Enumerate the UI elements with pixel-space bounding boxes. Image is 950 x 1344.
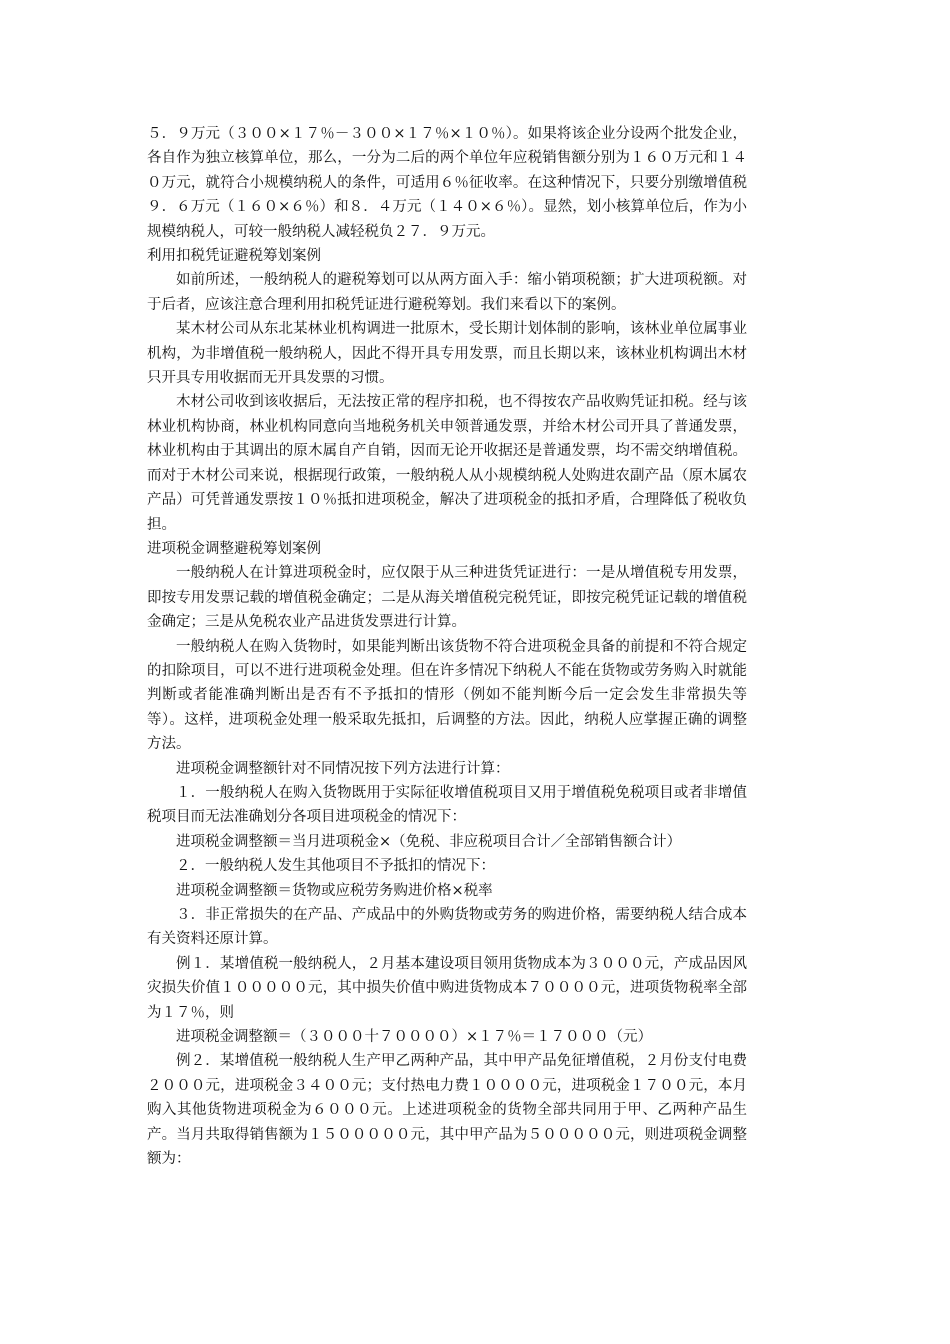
paragraph: 一般纳税人在计算进项税金时，应仅限于从三种进货凭证进行：一是从增值税专用发票，即按专用发票记载的增值税金确定；二是从海关增值税完税凭证，即按完税凭证记载的增值税金确定；三是从免税农业产品进货发票进行计算。: [147, 565, 747, 631]
list-item-3: ３．非正常损失的在产品、产成品中的外购货物或劳务的购进价格，需要纳税人结合成本有关资料还原计算。: [147, 907, 747, 948]
paragraph: 一般纳税人在购入货物时，如果能判断出该货物不符合进项税金具备的前提和不符合规定的扣除项目，可以不进行进项税金处理。但在许多情况下纳税人不能在货物或劳务购入时就能判断或者能准确判断出是否有不予抵扣的情形（例如不能判断今后一定会发生非常损失等等）。这样，进项税金处理一般采取先抵扣，后调整的方法。因此，纳税人应掌握正确的调整方法。: [147, 638, 747, 753]
paragraph: 如前所述，一般纳税人的避税筹划可以从两方面入手：缩小销项税额；扩大进项税额。对于后者，应该注意合理利用扣税凭证进行避税筹划。我们来看以下的案例。: [147, 272, 747, 313]
example-1-formula: 进项税金调整额＝（３０００十７００００）×１７％＝１７０００（元）: [176, 1029, 653, 1046]
paragraph: 进项税金调整额针对不同情况按下列方法进行计算：: [176, 760, 510, 777]
example-1: 例１．某增值税一般纳税人，２月基本建设项目领用货物成本为３０００元，产成品因风灾损失价值１０００００元，其中损失价值中购进货物成本７００００元，进项货物税率全部为１７％，则: [147, 955, 747, 1021]
list-item-1: １．一般纳税人在购入货物既用于实际征收增值税项目又用于增值税免税项目或者非增值税项目而无法准确划分各项目进项税金的情况下：: [147, 784, 747, 826]
section-heading-deduction-voucher: 利用扣税凭证避税筹划案例: [147, 248, 321, 265]
example-2: 例２．某增值税一般纳税人生产甲乙两种产品，其中甲产品免征增值税，２月份支付电费２０００元，进项税金３４００元；支付热电力费１００００元，进项税金１７００元，本月购入其他货物进项税金为６０００元。上述进项税金的货物全部共同用于甲、乙两种产品生产。当月共取得销售额为１５０００００元，其中甲产品为５０００００元，则进项税金调整额为：: [147, 1053, 747, 1168]
formula-2: 进项税金调整额＝货物或应税劳务购进价格×税率: [176, 882, 493, 899]
section-heading-input-tax-adjustment: 进项税金调整避税筹划案例: [147, 540, 321, 557]
list-item-2: ２．一般纳税人发生其他项目不予抵扣的情况下：: [176, 858, 495, 875]
document-page: [147, 122, 747, 1171]
paragraph: 某木材公司从东北某林业机构调进一批原木，受长期计划体制的影响，该林业单位属事业机构，为非增值税一般纳税人，因此不得开具专用发票，而且长期以来，该林业机构调出木材只开具专用收据而无开具发票的习惯。: [147, 321, 747, 387]
formula-1: 进项税金调整额＝当月进项税金×（免税、非应税项目合计／全部销售额合计）: [176, 833, 682, 850]
paragraph: 木材公司收到该收据后，无法按正常的程序扣税，也不得按农产品收购凭证扣税。经与该林业机构协商，林业机构同意向当地税务机关申领普通发票，并给木材公司开具了普通发票，林业机构由于其调出的原木属自产自销，因而无论开收据还是普通发票，均不需交纳增值税。而对于木材公司来说，根据现行政策，一般纳税人从小规模纳税人处购进农副产品（原木属农产品）可凭普通发票按１０％抵扣进项税金，解决了进项税金的抵扣矛盾，合理降低了税收负担。: [147, 394, 747, 533]
paragraph-intro: ５．９万元（３００×１７％－３００×１７％×１０％）。如果将该企业分设两个批发企业，各自作为独立核算单位，那么，一分为二后的两个单位年应税销售额分别为１６０万元和１４０万元，就符合小规模纳税人的条件，可适用６％征收率。在这种情况下，只要分别缴增值税９．６万元（１６０×６％）和８．４万元（１４０×６％）。显然，划小核算单位后，作为小规模纳税人，可较一般纳税人减轻税负２７．９万元。: [147, 126, 747, 240]
